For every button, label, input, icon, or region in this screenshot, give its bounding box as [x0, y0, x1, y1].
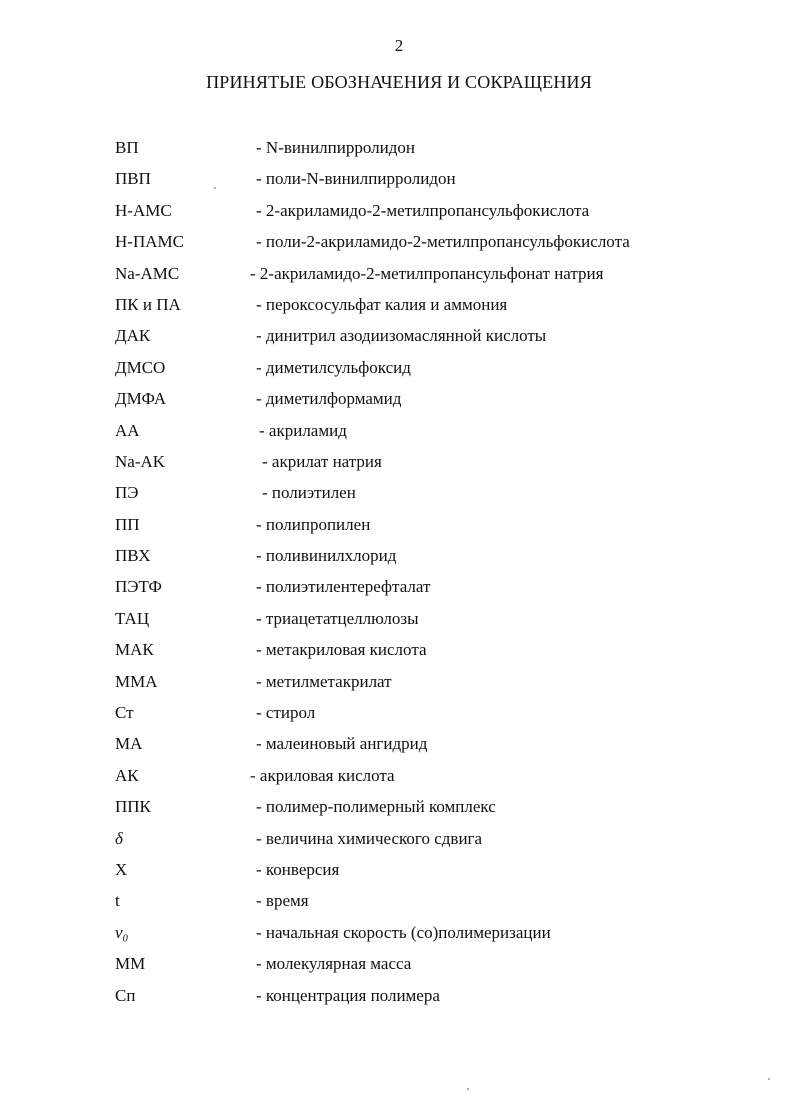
abbreviation-row	[0, 858, 798, 889]
scan-speck	[467, 1088, 469, 1090]
abbreviation-row	[0, 199, 798, 230]
abbreviation-row	[0, 575, 798, 606]
abbreviation-row	[0, 607, 798, 638]
abbreviation-term: Сп	[115, 985, 136, 1005]
abbreviation-row	[0, 387, 798, 418]
abbreviation-term: ВП	[115, 138, 139, 157]
abbreviation-term: ППК	[115, 797, 151, 817]
abbreviation-definition: - метакриловая кислота	[256, 640, 427, 660]
abbreviation-term: ДМСО	[115, 357, 166, 377]
abbreviation-definition: - концентрация полимера	[256, 985, 440, 1005]
abbreviation-term: ПП	[115, 514, 140, 534]
abbreviation-row	[0, 764, 798, 795]
abbreviation-definition: - 2-акриламидо-2-метилпропансульфонат натрия	[250, 263, 604, 283]
abbreviation-row	[0, 670, 798, 701]
abbreviation-definition: - динитрил азодиизомасляннoй кислоты	[256, 326, 547, 346]
abbreviation-term: АК	[115, 765, 139, 785]
abbreviation-definition: - время	[256, 891, 309, 911]
abbreviation-term: ПЭ	[115, 483, 139, 503]
abbreviation-definition: - N-винилпирролидон	[256, 138, 415, 157]
abbreviation-term: ПВХ	[115, 546, 151, 566]
abbreviation-row	[0, 293, 798, 324]
abbreviation-definition: - 2-акриламидо-2-метилпропансульфокислота	[256, 200, 590, 220]
abbreviation-row	[0, 921, 798, 952]
abbreviation-definition: - стирол	[256, 703, 316, 723]
scan-speck	[768, 1078, 770, 1080]
abbreviation-definition: - полиэтилен	[262, 483, 356, 503]
abbreviation-term: Х	[115, 859, 128, 879]
abbreviation-row	[0, 167, 798, 198]
abbreviation-term: ММА	[115, 671, 158, 691]
abbreviation-row	[0, 324, 798, 355]
abbreviation-term: Na-AK	[115, 451, 166, 471]
abbreviation-definition: - поливинилхлорид	[256, 546, 397, 566]
abbreviation-term: МА	[115, 734, 143, 754]
abbreviation-definition: - акрилат натрия	[262, 451, 382, 471]
abbreviation-definition: - пероксосульфат калия и аммония	[256, 294, 508, 314]
abbreviation-definition: - малеиновый ангидрид	[256, 734, 428, 754]
abbreviation-row	[0, 450, 798, 481]
abbreviation-row	[0, 984, 798, 1015]
abbreviation-definition: - диметилсульфоксид	[256, 357, 411, 377]
abbreviation-definition: - поли-N-винилпирролидон	[256, 169, 456, 189]
abbreviation-row	[0, 481, 798, 512]
abbreviation-row	[0, 356, 798, 387]
abbreviation-definition: - молекулярная масса	[256, 954, 412, 974]
abbreviation-row	[0, 795, 798, 826]
abbreviation-row	[0, 262, 798, 293]
abbreviation-row	[0, 701, 798, 732]
abbreviation-row	[0, 732, 798, 763]
page-title: ПРИНЯТЫЕ ОБОЗНАЧЕНИЯ И СОКРАЩЕНИЯ	[206, 72, 592, 92]
abbreviation-term: ПК и ПА	[115, 294, 181, 314]
abbreviation-row	[0, 419, 798, 450]
abbreviation-row	[0, 889, 798, 920]
abbreviation-row	[0, 827, 798, 858]
abbreviation-definition: - поли-2-акриламидо-2-метилпропансульфокислота	[256, 232, 630, 252]
abbreviation-term: ММ	[115, 954, 146, 974]
abbreviation-term: ПВП	[115, 169, 151, 189]
abbreviation-term: ν₀	[115, 922, 129, 942]
abbreviation-row	[0, 136, 798, 167]
abbreviation-term: Н-АМС	[115, 200, 172, 220]
abbreviation-definition: - триацетатцеллюлозы	[256, 608, 419, 628]
scan-speck	[214, 187, 216, 189]
abbreviation-term: t	[115, 891, 120, 911]
abbreviation-definition: - начальная скорость (со)полимеризации	[256, 922, 551, 942]
abbreviation-term: ПЭТФ	[115, 577, 162, 597]
abbreviation-definition: - акриламид	[259, 420, 347, 440]
abbreviation-definition: - метилметакрилат	[256, 671, 392, 691]
abbreviation-row	[0, 513, 798, 544]
abbreviation-term: АА	[115, 420, 140, 440]
page-number: 2	[394, 36, 404, 55]
abbreviation-term: Ст	[115, 703, 134, 723]
abbreviation-row	[0, 638, 798, 669]
abbreviation-definition: - величина химического сдвига	[256, 828, 483, 848]
abbreviation-term: Na-AMC	[115, 263, 180, 283]
abbreviation-definition: - диметилформамид	[256, 389, 402, 409]
abbreviation-list	[0, 136, 798, 1015]
abbreviation-term: ДМФА	[115, 389, 167, 409]
abbreviation-row	[0, 230, 798, 261]
abbreviation-definition: - акриловая кислота	[250, 765, 395, 785]
abbreviation-row	[0, 544, 798, 575]
abbreviation-definition: - полиэтилентерефталат	[256, 577, 431, 597]
abbreviation-term: МАК	[115, 640, 154, 660]
abbreviation-term: ДАК	[115, 326, 151, 346]
abbreviation-definition: - полимер-полимерный комплекс	[256, 797, 496, 817]
abbreviation-term: Н-ПАМС	[115, 232, 184, 252]
abbreviation-definition: - конверсия	[256, 859, 340, 879]
abbreviation-term: ТАЦ	[115, 608, 150, 628]
abbreviation-row	[0, 952, 798, 983]
abbreviation-term: δ	[115, 828, 123, 848]
abbreviation-definition: - полипропилен	[256, 514, 371, 534]
